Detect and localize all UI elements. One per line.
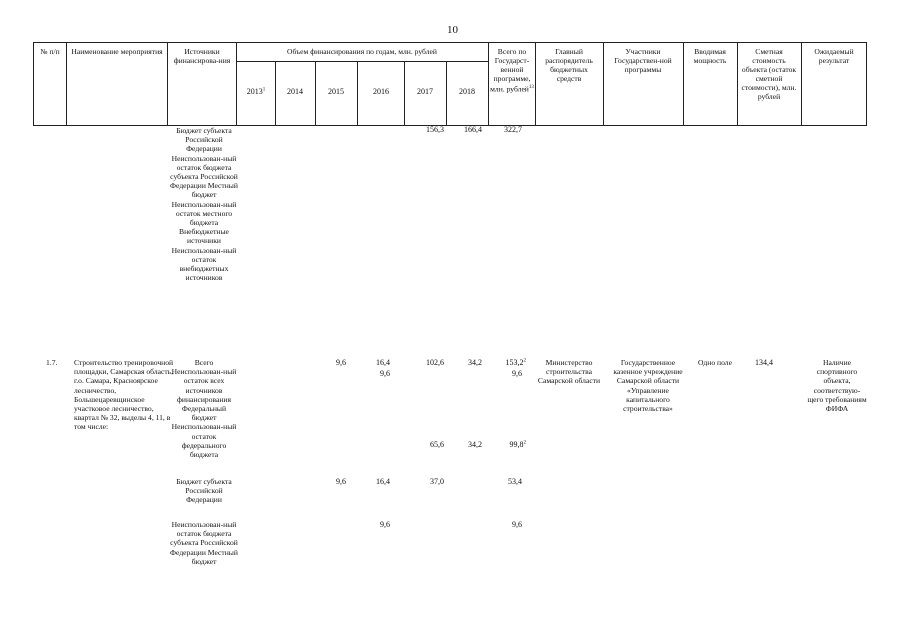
item-name: Строительство тренировочной площадки, Самарская область, г.о. Самара, Красноярское лесничество, Большецаревщинское участковое лесничество, квартал № 32, выделы 4, 11, в том числе: [74, 358, 174, 432]
sources-continued: Бюджет субъекта Российской Федерации Неиспользован-ный остаток бюджета субъекта Российской Федерации Местный бюджет Неиспользован-ный остаток местного бюджета Внебюджетные источники Неиспользован-ный остаток внебюджетных источников [170, 126, 238, 283]
header-participants: Участники Государствен-ной программы [614, 47, 672, 74]
header-total-text: Всего по Государст-венной программе, млн. рублей [490, 47, 531, 94]
total-2016: 16,4 [376, 358, 390, 367]
year-2013-sup: 1 [262, 87, 266, 93]
item-manager: Министерство строительства Самарской области [537, 358, 601, 386]
header-no: № п/п [40, 47, 60, 56]
total-2015: 9,6 [336, 358, 346, 367]
federal-total-sup: 2 [523, 440, 526, 446]
unused-total: 9,6 [512, 369, 522, 378]
header-year-2013 [238, 87, 274, 96]
header-divider [801, 43, 802, 125]
header-cost: Сметная стоимость объекта (остаток сметной стоимости), млн. рублей [741, 47, 797, 101]
top-2018-value: 166,4 [464, 125, 482, 134]
top-2017-value: 156,3 [426, 125, 444, 134]
unused-2016: 9,6 [380, 369, 390, 378]
federal-2017: 65,6 [430, 440, 444, 449]
header-name: Наименование мероприятия [71, 47, 163, 56]
regional-total: 53,4 [508, 477, 522, 486]
item-number: 1.7. [46, 358, 58, 367]
regional-2015: 9,6 [336, 477, 346, 486]
item-sources-c: Неиспользован-ный остаток бюджета субъекта Российской Федерации Местный бюджет [170, 520, 238, 566]
header-year-2014: 2014 [287, 87, 303, 96]
item-capacity: Одно поле [698, 358, 732, 367]
header-year-2016: 2016 [373, 87, 389, 96]
header-divider [488, 43, 489, 125]
total-2017: 102,6 [426, 358, 444, 367]
federal-total [486, 440, 526, 449]
header-divider [737, 43, 738, 125]
header-year-2018: 2018 [459, 87, 475, 96]
federal-2018: 34,2 [468, 440, 482, 449]
regional-2017: 37,0 [430, 477, 444, 486]
regional-unused-total: 9,6 [512, 520, 522, 529]
item-sources-b: Бюджет субъекта Российской Федерации [176, 477, 232, 505]
header-border [866, 43, 867, 125]
header-result: Ожидаемый результат [814, 47, 854, 65]
total-sum [486, 358, 526, 367]
header-total [490, 47, 534, 94]
header-divider [535, 43, 536, 125]
header-divider [236, 43, 237, 125]
header-year-2017: 2017 [417, 87, 433, 96]
item-participants: Государственное казенное учреждение Самарской области «Управление капитального строительства» [613, 358, 683, 414]
header-divider [167, 43, 168, 125]
year-2013-text: 2013 [246, 87, 263, 96]
top-total-value: 322,7 [504, 125, 522, 134]
regional-unused-2016: 9,6 [380, 520, 390, 529]
table-header [33, 42, 867, 126]
item-sources-a: Всего Неиспользован-ный остаток всех источников финансирования Федеральный бюджет Неиспользован-ный остаток федерального бюджета [171, 358, 237, 460]
header-sources: Источники финансирова-ния [173, 47, 231, 65]
item-result: Наличие спортивного объекта, соответствую-щего требованиям ФИФА [807, 358, 867, 414]
header-subline [236, 61, 488, 62]
header-divider [66, 43, 67, 125]
header-financing: Объем финансирования по годам, млн. рублей [287, 47, 437, 56]
header-manager: Главный распорядитель бюджетных средств [545, 47, 593, 83]
item-cost: 134,4 [755, 358, 773, 367]
total-sum-text: 153,2 [505, 358, 524, 367]
header-divider [683, 43, 684, 125]
header-border [33, 43, 34, 125]
header-capacity: Вводимая мощность [693, 47, 727, 65]
total-2018: 34,2 [468, 358, 482, 367]
header-total-sup: 13 [528, 85, 534, 90]
federal-total-text: 99,8 [509, 440, 524, 449]
header-divider [603, 43, 604, 125]
total-sum-sup: 2 [523, 358, 526, 364]
page-number: 10 [447, 24, 458, 36]
regional-2016: 16,4 [376, 477, 390, 486]
header-year-2015: 2015 [328, 87, 344, 96]
